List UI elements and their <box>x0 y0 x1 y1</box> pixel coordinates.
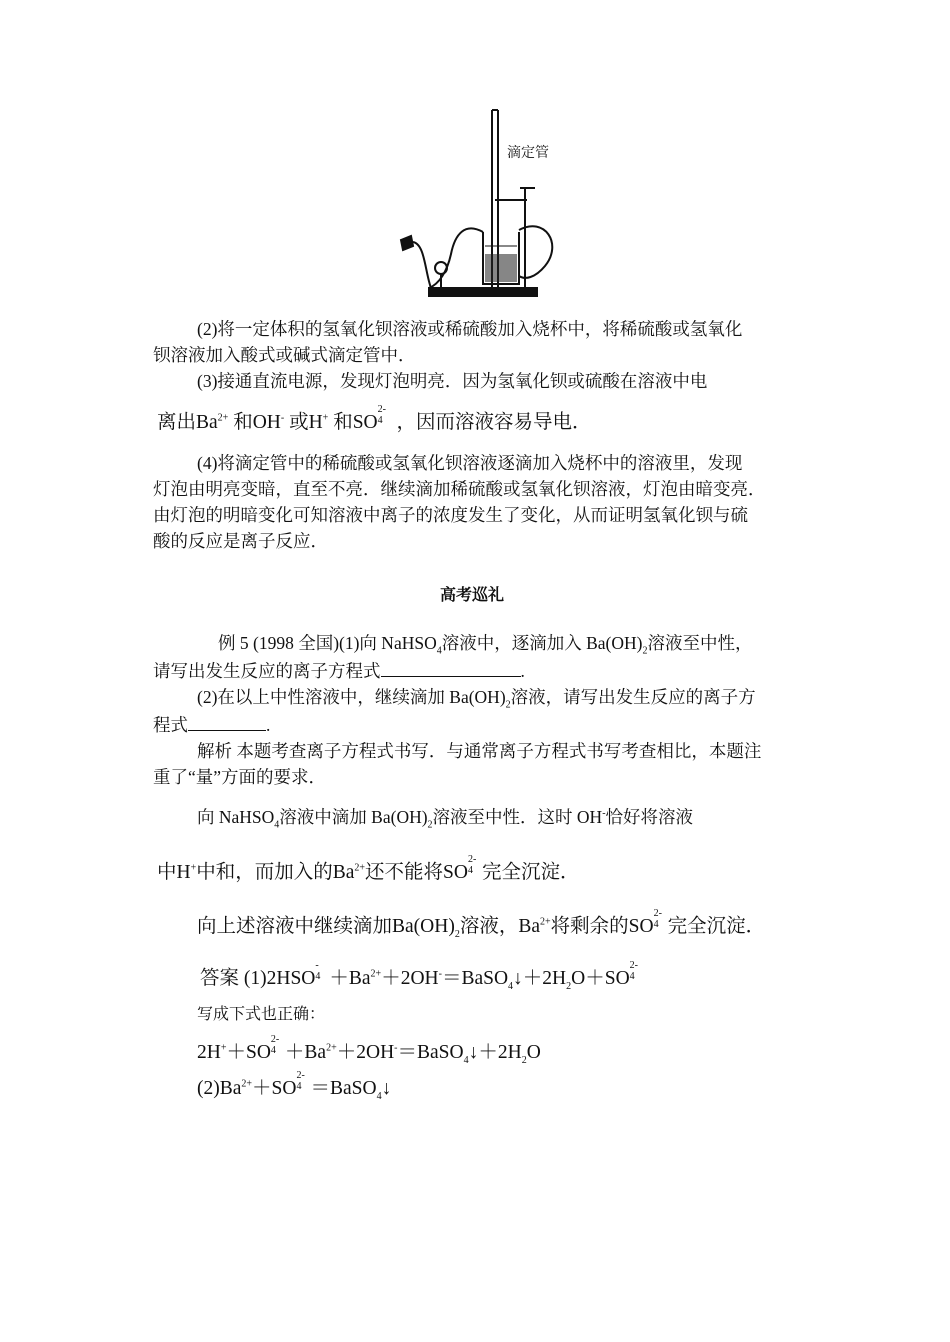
answer-line2: 2H+＋SO 2- 4 $+Ba^{2+}+2OH^-=BaSO_4↓+2H_2O$ <box>197 1034 541 1066</box>
analysis-line3: 向 NaHSO$_4$溶液中滴加 $Ba(OH)_2$溶液至中性．这时 OH-恰好将溶液 <box>197 807 694 831</box>
example-line3: (2)在以上中性溶液中，继续滴加 $Ba(OH)_2$溶液，请写出发生反应的离子方 <box>197 687 756 711</box>
para2-line1: (2)将一定体积的氢氧化钡溶液或稀硫酸加入烧杯中，将稀硫酸或氢氧化 <box>197 319 743 339</box>
example-line4: 程式 . <box>153 712 270 738</box>
para3-line2: 离出$Ba^{2+}$ 和OH- 或H+ 和SO 2- 4 ，因而溶液容易导电． <box>157 404 592 433</box>
burette-label: 滴定管 <box>507 145 549 161</box>
answer-note: 写成下式也正确： <box>197 1006 326 1023</box>
analysis-line2: 重了“量”方面的要求． <box>153 767 327 787</box>
para2-line2: 钡溶液加入酸式或碱式滴定管中． <box>153 345 416 365</box>
section-title: 高考巡礼 <box>440 585 505 604</box>
para4-line3: 由灯泡的明暗变化可知溶液中离子的浓度发生了变化，从而证明氢氧化钡与硫 <box>153 505 748 525</box>
analysis-line5: 向上述溶液中继续滴加$Ba(OH)_2$溶液，$Ba^{2+}$将剩余的SO 2- 4 完全沉淀． <box>197 908 766 940</box>
answer-line3: $(2)Ba^{2+}+SO$ 2- 4 ＝BaSO$_4$↓ <box>197 1070 392 1102</box>
analysis-line1: 解析 本题考查离子方程式书写．与通常离子方程式书写考查相比，本题注 <box>197 741 762 761</box>
answer-line1: 答案 (1)2HSO - 4 $+Ba^{2+}+2OH^-=BaSO_4↓+2H_2O+SO$ 2- 4 <box>200 960 638 992</box>
example-line1: 例 5 (1998 全国)(1)向 NaHSO$_4$溶液中，逐滴加入 $Ba(OH)_2$溶液至中性， <box>218 633 753 657</box>
para4-line1: (4)将滴定管中的稀硫酸或氢氧化钡溶液逐滴加入烧杯中的溶液里，发现 <box>197 453 743 473</box>
titration-apparatus-figure <box>395 104 565 300</box>
example-line2: 请写出发生反应的离子方程式 . <box>153 658 525 684</box>
para4-line4: 酸的反应是离子反应． <box>153 531 328 551</box>
analysis-line4: 中H+中和，而加入的$Ba^{2+}$还不能将SO 2- 4 完全沉淀． <box>157 854 580 883</box>
para3-line1: (3)接通直流电源，发现灯泡明亮．因为氢氧化钡或硫酸在溶液中电 <box>197 371 708 391</box>
para4-line2: 灯泡由明亮变暗，直至不亮．继续滴加稀硫酸或氢氧化钡溶液，灯泡由暗变亮． <box>153 479 766 499</box>
